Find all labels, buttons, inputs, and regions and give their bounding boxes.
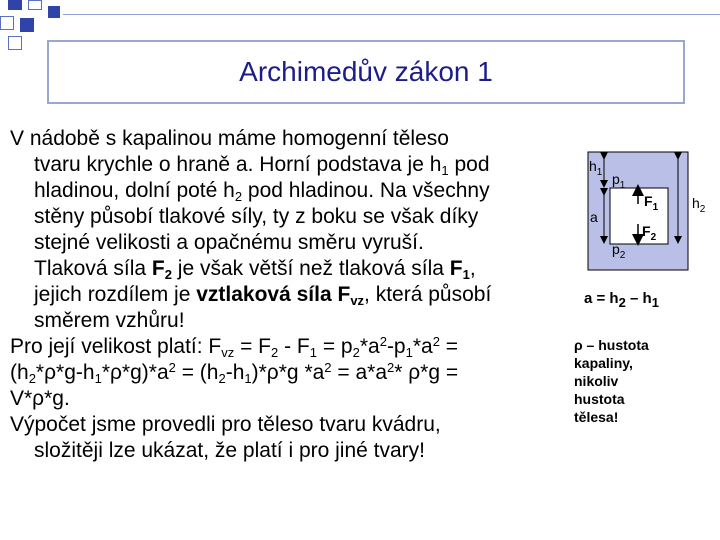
text-line: jejich rozdílem je vztlaková síla $F_{vz}$, která působí [34, 283, 492, 308]
side-formula: $a = h_2 - h_1$ [584, 290, 659, 310]
text-line: Výpočet jsme provedli pro těleso tvaru kvádru, [10, 413, 441, 436]
text-line: V*ρ*g. [10, 387, 70, 410]
f1-label: $F_1$ [644, 193, 659, 213]
p2-label: $p_2$ [612, 241, 626, 261]
text-line: V nádobě s kapalinou máme homogenní těleso [10, 127, 449, 150]
header-rule [63, 14, 720, 15]
title-box [47, 40, 685, 104]
corner-square [8, 0, 22, 10]
slide-title: Archimedův zákon 1 [239, 56, 493, 87]
text-line: stejné velikosti a opačnému směru vyruší. [34, 231, 424, 254]
body-text [10, 126, 580, 464]
text-line: hladinou, dolní poté $h_2$ pod hladinou. Na všechny [34, 179, 490, 204]
text-line: složitěji lze ukázat, že platí i pro jiné tvary! [34, 439, 426, 462]
side-note: ρ – hustota kapaliny, nikoliv hustota tělesa! [574, 337, 649, 425]
h2-label: $h_2$ [692, 195, 706, 215]
f2-label: $F_2$ [642, 223, 657, 243]
text-line: směrem vzhůru! [34, 309, 185, 332]
text-line: Pro její velikost platí: $F_{vz} = F_2 - F_1 = p_2*a^2-p_1*a^2$ = [10, 334, 459, 360]
text-line: tvaru krychle o hraně a. Horní podstava je $h_1$ pod [34, 153, 490, 178]
cube [610, 188, 668, 244]
corner-square [28, 0, 42, 10]
corner-square [8, 36, 22, 50]
text-line: stěny působí tlakové síly, ty z boku se však díky [34, 205, 479, 228]
corner-square [0, 16, 14, 30]
text-line: $(h_2*\rho*g-h_1*\rho*g)*a^2 = (h_2-h_1)*\rho*g$ $*a^2 = a*a^2*$ ρ*g = [10, 360, 459, 386]
h1-label: $h_1$ [589, 158, 603, 178]
corner-square [48, 6, 60, 18]
cube-diagram [580, 140, 720, 280]
corner-square [20, 18, 34, 32]
p1-label: $p_1$ [612, 171, 626, 191]
a-label: a [590, 209, 598, 225]
text-line: Tlaková síla $F_2$ je však větší než tlaková síla $F_1$, [34, 257, 476, 282]
